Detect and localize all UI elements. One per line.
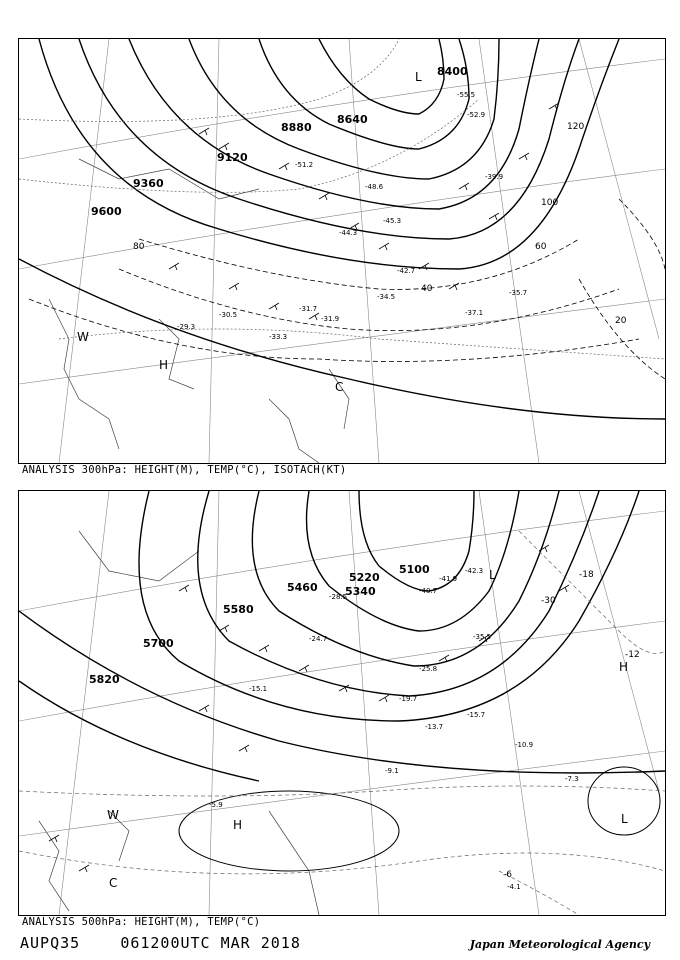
product-code: AUPQ35 — [20, 934, 81, 952]
isotherms — [19, 39, 665, 359]
temp-label: -28.5 — [329, 593, 348, 601]
chart-300hpa — [18, 38, 666, 464]
temp-label: -25.8 — [419, 665, 438, 673]
temp-label: -51.2 — [295, 161, 314, 169]
isotach-label: 80 — [133, 242, 145, 252]
wind-barbs — [169, 103, 559, 320]
temp-label: -29.3 — [177, 323, 196, 331]
isotherms — [19, 531, 665, 915]
temp-label: -35.7 — [509, 289, 528, 297]
temp-label: -30.5 — [219, 311, 238, 319]
isotach-label: 60 — [535, 242, 547, 252]
temp-label: -13.7 — [425, 723, 444, 731]
height-label: 9600 — [91, 205, 122, 218]
temp-label: -42.3 — [465, 567, 484, 575]
agency-name: Japan Meteorological Agency — [469, 938, 650, 951]
cold-marker: C — [335, 380, 344, 394]
temp-label: -4.1 — [507, 883, 521, 891]
isotach-label: 20 — [615, 316, 627, 326]
height-label: 8640 — [337, 113, 368, 126]
valid-time: 061200UTC MAR 2018 — [120, 934, 301, 952]
height-contours — [19, 491, 665, 781]
height-label: 8400 — [437, 65, 468, 78]
caption-500hpa: ANALYSIS 500hPa: HEIGHT(M), TEMP(°C) — [22, 916, 261, 928]
temp-label: -5.9 — [209, 801, 223, 809]
temp-label: -7.3 — [565, 775, 579, 783]
low-marker: L — [621, 812, 628, 826]
graticule — [19, 491, 665, 915]
temp-label: -37.1 — [465, 309, 484, 317]
coastlines — [39, 531, 319, 915]
isotherm-label: -6 — [503, 870, 512, 880]
isotherm-label: -30 — [541, 596, 556, 606]
temp-label: -31.7 — [299, 305, 318, 313]
temp-label: -39.9 — [485, 173, 504, 181]
temperature-labels-300 — [177, 91, 527, 341]
temp-label: -48.6 — [365, 183, 384, 191]
temp-label: -45.3 — [383, 217, 402, 225]
height-label: 5220 — [349, 571, 380, 584]
temp-label: -33.3 — [269, 333, 288, 341]
warm-marker: W — [107, 808, 119, 822]
temp-label: -52.9 — [467, 111, 486, 119]
isotach-label: 100 — [541, 198, 559, 208]
temp-label: -9.1 — [385, 767, 399, 775]
temp-label: -10.9 — [515, 741, 534, 749]
cold-marker: C — [109, 876, 118, 890]
high-marker: H — [159, 358, 169, 372]
height-label: 9360 — [133, 177, 164, 190]
temp-label: -19.7 — [399, 695, 418, 703]
temp-label: -55.5 — [457, 91, 476, 99]
warm-marker: W — [77, 330, 89, 344]
height-label: 9120 — [217, 151, 248, 164]
chart-500hpa — [18, 490, 666, 916]
temp-label: -15.7 — [467, 711, 486, 719]
pressure-systems-500 — [107, 568, 628, 890]
isotach-label: 40 — [421, 284, 433, 294]
temp-label: -24.7 — [309, 635, 328, 643]
height-label: 5580 — [223, 603, 254, 616]
height-label: 5340 — [345, 585, 376, 598]
low-marker: L — [489, 568, 496, 582]
high-marker: H — [233, 818, 243, 832]
isotherm-label: -18 — [579, 570, 594, 580]
map-300hpa — [19, 39, 665, 463]
height-label: 5700 — [143, 637, 174, 650]
height-label: 5820 — [89, 673, 120, 686]
wind-barbs — [49, 545, 569, 872]
height-label: 5460 — [287, 581, 318, 594]
temp-label: -34.5 — [377, 293, 396, 301]
isotach-label: 120 — [567, 122, 585, 132]
temp-label: -44.3 — [339, 229, 358, 237]
graticule — [19, 39, 665, 463]
isotachs — [29, 199, 665, 379]
temp-label: -42.7 — [397, 267, 416, 275]
temp-label: -15.1 — [249, 685, 268, 693]
height-labels-300 — [91, 65, 468, 218]
isotherm-labels-500 — [503, 570, 640, 880]
product-header — [20, 934, 301, 952]
temp-label: -31.9 — [321, 315, 340, 323]
low-marker: L — [415, 70, 422, 84]
height-label: 5100 — [399, 563, 430, 576]
temp-label: -35.5 — [473, 633, 492, 641]
temp-label: -40.7 — [419, 587, 438, 595]
caption-300hpa: ANALYSIS 300hPa: HEIGHT(M), TEMP(°C), ISOTACH(KT) — [22, 464, 347, 476]
map-500hpa — [19, 491, 665, 915]
high-marker: H — [619, 660, 629, 674]
temp-label: -41.9 — [439, 575, 458, 583]
height-label: 8880 — [281, 121, 312, 134]
isotherm-label: -12 — [625, 650, 640, 660]
